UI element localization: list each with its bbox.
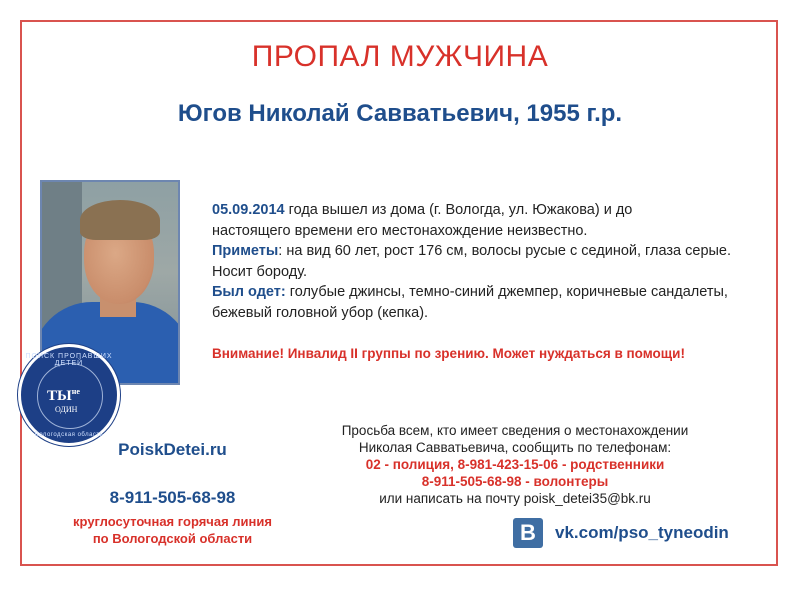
- vk-url[interactable]: vk.com/pso_tyneodin: [555, 523, 729, 542]
- disappearance-text: 05.09.2014 года вышел из дома (г. Вологда, ул. Южакова) и до настоящего времени его местонахождение неизвестно.: [212, 202, 633, 239]
- vk-icon: В: [513, 518, 543, 548]
- warning-text: Внимание! Инвалид II группы по зрению. Может нуждаться в помощи!: [212, 346, 685, 361]
- hotline-phone: 8-911-505-68-98: [109, 488, 236, 507]
- website-link[interactable]: PoiskDetei.ru: [118, 440, 227, 459]
- clothes-text: Был одет: голубые джинсы, темно-синий джемпер, коричневые сандалеты, бежевый головной убор (кепка).: [212, 284, 728, 321]
- missing-person-name: Югов Николай Савватьевич, 1955 г.р.: [177, 100, 623, 127]
- signs-text: Приметы: на вид 60 лет, рост 176 см, волосы русые с сединой, глаза серые. Носит бороду.: [212, 243, 732, 280]
- email-contact: или написать на почту poisk_detei35@bk.ru: [379, 491, 651, 506]
- contact-request: Просьба всем, кто имеет сведения о местонахождении Николая Савватьевича, сообщить по телефонам: 02 - полиция, 8-981-423-15-06 - родственники 8-911-505-68-98 - волонтеры или написать на почту poisk_detei35@bk.ru: [305, 422, 725, 507]
- vk-link[interactable]: [513, 517, 729, 549]
- organization-logo: ПОИСК ПРОПАВШИХ ДЕТЕЙ $ТЫ^{не}$ ОДИН Вологодская область: [18, 344, 120, 446]
- hotline-label: круглосуточная горячая линия по Вологодской области: [73, 514, 272, 546]
- disappearance-date: 05.09.2014: [212, 202, 285, 218]
- poster-title: ПРОПАЛ МУЖЧИНА: [251, 40, 549, 73]
- description-block: [212, 200, 772, 323]
